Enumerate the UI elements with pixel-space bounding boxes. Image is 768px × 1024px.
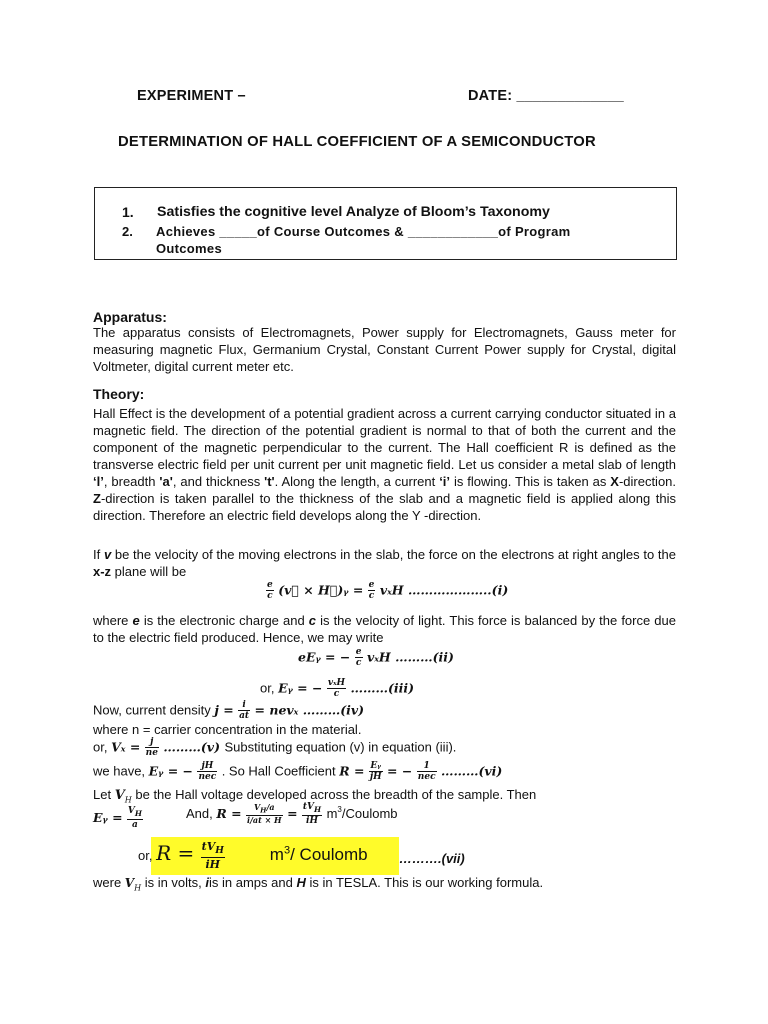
fraction-ey-over-jh: $\frac{\text{Eᵧ}}{jH}$ bbox=[369, 761, 382, 782]
equation-iii: or, Eᵧ = − $\frac{\text{vₓH}}{c}$ ………(iii) bbox=[260, 678, 415, 699]
final-formula: or, R = $\frac{tV_H}{iH}$ $m^3/$ Coulomb bbox=[138, 840, 368, 872]
fraction-i-over-at: $\frac{i}{at}$ bbox=[239, 700, 250, 721]
outcome-1-number: 1. bbox=[122, 204, 134, 220]
apparatus-text: The apparatus consists of Electromagnets, Power supply for Electromagnets, Gauss meter for measuring magnetic Flux, Germanium Crystal, Constant Current Power supply for Crystal, digital Voltmeter, digital current meter etc. bbox=[93, 325, 676, 374]
fraction-jh-over-nec: $\frac{jH}{\text{nec}}$ bbox=[198, 761, 217, 782]
outcome-1-text: Satisfies the cognitive level Analyze of Bloom’s Taxonomy bbox=[157, 204, 550, 220]
equation-iv: Now, current density j = $\frac{i}{at}$ = nevₓ ………(iv) bbox=[93, 700, 365, 721]
fraction-nested: $\frac{V_H/a}{i/at \times H}$ bbox=[246, 801, 282, 826]
date-field: DATE: _____________ bbox=[468, 88, 624, 104]
experiment-label: EXPERIMENT – bbox=[137, 88, 246, 104]
fraction-e-over-c: $\frac{e}{c}$ bbox=[267, 580, 273, 601]
fraction-e-over-c-2: $\frac{e}{c}$ bbox=[368, 580, 375, 601]
theory-paragraph-2: If v be the velocity of the moving electrons in the slab, the force on the electrons at right angles to the x-z plane will be bbox=[93, 547, 676, 579]
page-title: DETERMINATION OF HALL COEFFICIENT OF A SEMICONDUCTOR bbox=[118, 134, 596, 150]
fraction-j-over-ne: $\frac{j}{ne}$ bbox=[145, 737, 158, 758]
theory-paragraph-1: Hall Effect is the development of a potential gradient across a current carrying conductor situated in a magnetic field. The direction of the potential gradient is normal to that of both the current and the component of the magnetic perpendicular to the current. The Hall coefficient R is defined as the transverse electric field per unit current per unit magnetic field. Let us consider a metal slab of length ‘l’, breadth 'a', and thickness 't'. Along the length, a current ‘i’ is flowing. This is taken as X-direction. Z-direction is taken parallel to the thickness of the slab and a magnetic field is applied along this direction. Therefore an electric field develops along the Y -direction. bbox=[93, 406, 677, 523]
outcome-2-number: 2. bbox=[122, 224, 133, 239]
apparatus-heading: Apparatus: bbox=[93, 309, 167, 325]
equation-v: or, Vₓ = $\frac{j}{ne}$ ………(v) Substituting equation (v) in equation (iii). bbox=[93, 737, 457, 758]
theory-hall-voltage-line: Let $V_H$ be the Hall voltage developed across the breadth of the sample. Then bbox=[93, 787, 537, 805]
fraction-vh-over-a: $\frac{V_H}{a}$ bbox=[127, 806, 142, 830]
equation-ii: eEᵧ = − $\frac{e}{c}$ vₓH ………(ii) bbox=[298, 647, 454, 668]
equation-vi: we have, Eᵧ = − $\frac{jH}{\text{nec}}$ . So Hall Coefficient R = $\frac{\text{Eᵧ}}{jH}$ = − $\frac{1}{\text{nec}}$ ………(vi) bbox=[93, 761, 503, 782]
fraction-e-over-c-3: $\frac{e}{c}$ bbox=[355, 647, 362, 668]
equation-i: $\frac{e}{c}$ (v⃗ × H⃗)ᵧ = $\frac{e}{c}$ vₓH ………………..(i) bbox=[267, 580, 509, 601]
fraction-tvh-over-ih: $\frac{tV_H}{iH}$ bbox=[302, 802, 322, 826]
fraction-vxh-over-c: $\frac{\text{vₓH}}{c}$ bbox=[327, 678, 346, 699]
equation-vii-tag: ……….(vii) bbox=[399, 851, 465, 866]
theory-units-note: were $V_H$ is in volts, iis in amps and H is in TESLA. This is our working formula. bbox=[93, 875, 544, 893]
outcome-2-text-line2: Outcomes bbox=[156, 241, 222, 256]
fraction-1-over-nec: $\frac{1}{\text{nec}}$ bbox=[417, 761, 436, 782]
fraction-final-tvh-over-ih: $\frac{tV_H}{iH}$ bbox=[201, 840, 224, 872]
outcome-2-text-line1: Achieves _____of Course Outcomes & ____________of Program bbox=[156, 224, 571, 239]
equation-ey-and-r: Eᵧ = $\frac{V_H}{a}$ bbox=[93, 806, 142, 830]
theory-paragraph-3: where e is the electronic charge and c is the velocity of light. This force is balanced by the force due to the electric field produced. Hence, we may write bbox=[93, 613, 676, 645]
theory-heading: Theory: bbox=[93, 386, 145, 402]
theory-carrier-note: where n = carrier concentration in the material. bbox=[93, 722, 362, 737]
equation-r-derivation: And, R = $\frac{V_H/a}{i/at \times H}$ = $\frac{tV_H}{iH}$ $m^3$/Coulomb bbox=[186, 801, 398, 826]
